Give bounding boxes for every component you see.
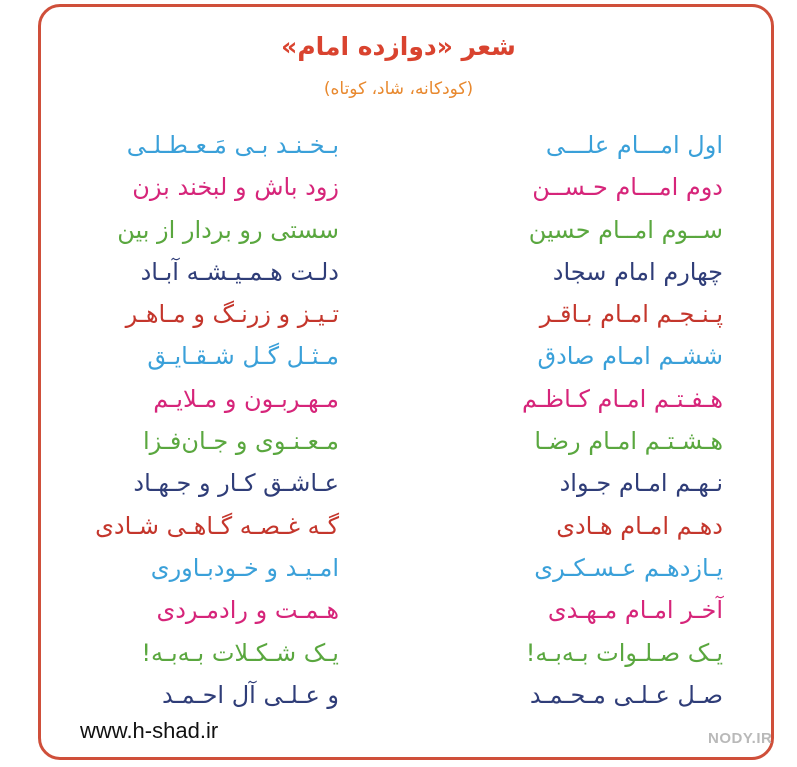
right-verse-line: هـشـتـم امـام رضـا: [534, 427, 723, 456]
right-verse-line: دوم امـــام حـســن: [532, 173, 723, 202]
left-verse-line: و عـلـی آل احـمـد: [162, 680, 339, 709]
right-verse-line: صـل عـلـی مـحـمـد: [529, 680, 723, 709]
right-verse-line: چهارم امام سجاد: [552, 257, 723, 286]
left-verse-line: سستی رو بردار از بین: [117, 215, 339, 244]
left-verse-line: گـه غـصـه گـاهـی شـادی: [95, 511, 339, 540]
right-verse-line: پـنـجـم امـام بـاقـر: [539, 300, 723, 329]
right-verse-line: یـک صـلـوات بـه‌بـه!: [525, 638, 723, 667]
left-verse-line: بـخـنـد بـی مَـعـطـلـی: [126, 131, 339, 159]
poem-title: شعر «دوازده امام»: [281, 32, 516, 61]
right-verse-line: یـازدهـم عـسـکـری: [534, 553, 723, 582]
left-verse-line: عـاشـق کـار و جـهـاد: [133, 469, 339, 498]
right-verse-line: هـفـتـم امـام کـاظـم: [522, 384, 723, 413]
poem-subtitle: (کودکانه، شاد، کوتاه): [323, 79, 474, 99]
right-verse-line: آخـر امـام مـهـدی: [547, 596, 723, 625]
left-verse-line: مـهـربـون و مـلایـم: [153, 384, 339, 413]
left-verse-line: امـیـد و خـودبـاوری: [150, 553, 339, 582]
right-verse-line: ســوم امــام حسین: [528, 215, 723, 244]
left-verse-line: مـثـل گـل شـقـایـق: [147, 342, 339, 371]
watermark-logo: NODY.IR: [708, 730, 773, 747]
left-verse-line: هـمـت و رادمـردی: [156, 596, 339, 625]
left-verse-line: یـک شـکـلات بـه‌بـه!: [141, 638, 339, 667]
right-verse-line: نـهـم امـام جـواد: [559, 469, 723, 498]
right-verse-line: ششـم امـام صادق: [537, 342, 723, 371]
left-verse-column: [49, 124, 339, 716]
left-verse-line: مـعـنـوی و جـان‌فـزا: [142, 427, 339, 456]
left-verse-line: زود باش و لبخند بزن: [132, 173, 339, 202]
left-verse-line: دلـت هـمـیـشـه آبـاد: [140, 257, 339, 286]
right-verse-column: [423, 124, 723, 716]
right-verse-line: دهـم امـام هـادی: [556, 511, 723, 540]
website-url: www.h-shad.ir: [80, 718, 219, 743]
left-verse-line: تـیـز و زرنـگ و مـاهـر: [125, 300, 339, 329]
right-verse-line: اول امـــام علـــی: [545, 131, 723, 159]
